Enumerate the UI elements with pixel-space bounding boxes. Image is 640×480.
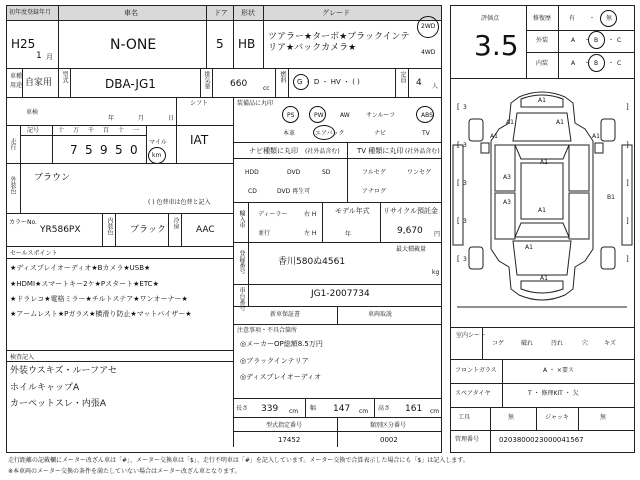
color-code: YR586PX — [40, 225, 81, 235]
dealer: ディーラー — [258, 211, 288, 218]
manual-label: 車両取説 — [368, 311, 393, 318]
place-label: 一 — [133, 127, 140, 134]
km-unit: km — [152, 152, 162, 159]
drive-2wd: 2WD — [421, 23, 436, 30]
recycle-label: リサイクル預託金 — [383, 207, 439, 215]
equipment-item: PS — [287, 112, 295, 119]
shape-label: 形状 — [241, 9, 255, 17]
height-value: 161 — [405, 404, 423, 414]
fuel-gas-circle — [293, 74, 309, 90]
nav-item: DVD 再生可 — [277, 188, 311, 195]
damage-mark: A1 — [490, 133, 498, 140]
bracket: [ — [457, 179, 460, 187]
fuel-options: G ・ D ・ HV ・ ( ) — [297, 78, 360, 86]
place-label: 万 — [73, 127, 80, 134]
bracket: ] — [626, 179, 629, 187]
use-sub-label: 用途 — [10, 82, 23, 89]
model-year-label: モデル年式 — [335, 207, 370, 215]
repair-option: 有 — [569, 15, 576, 22]
score-label: 評価点 — [481, 15, 500, 22]
mileage-digit: 5 — [115, 143, 123, 157]
type-no-label: 型式指定番号 — [266, 422, 303, 429]
bracket-num: 3 — [463, 104, 467, 111]
mileage-digit: 5 — [85, 143, 93, 157]
place-label: 百 — [103, 127, 110, 134]
damage-mark: A1 — [538, 97, 546, 104]
inspector-notes-label: 検査記入 — [10, 354, 35, 361]
shape-value: HB — [238, 37, 256, 51]
jack-label: ジャッキ — [545, 414, 569, 421]
nav-item: SD — [322, 169, 331, 176]
grade-label: グレード — [322, 9, 350, 17]
nav-title: ナビ種類に丸印 — [249, 147, 298, 155]
drive-4wd: 4WD — [421, 49, 436, 56]
notes-label: 注意事項・不具合箇所 — [237, 327, 298, 334]
recycle-unit: 円 — [434, 231, 441, 238]
length-unit: cm — [289, 408, 299, 415]
fuel-label: 燃料 — [279, 71, 286, 83]
spare-tire-value: T ・ 修理KIT ・ 欠 — [528, 390, 579, 397]
shift-value: IAT — [190, 133, 209, 147]
seat-option: 汚れ — [551, 340, 564, 347]
chassis-number: JG1-2007734 — [311, 289, 370, 299]
bracket-num: 3 — [463, 180, 467, 187]
bracket-num: 3 — [463, 218, 467, 225]
exterior-grade: A — [571, 37, 576, 44]
inspection-day: 日 — [168, 115, 175, 122]
damage-mark: A3 — [503, 199, 511, 206]
interior-color-label: 内装色 — [106, 217, 113, 235]
inspector-note-line: カーペットスレ・内張A — [10, 399, 107, 409]
repair-label: 修復歴 — [533, 15, 552, 22]
seat-option: 穴 — [582, 340, 589, 347]
exterior-label: 外装 — [536, 37, 549, 44]
left-hand: 左 H — [304, 230, 317, 237]
length-value: 339 — [261, 404, 279, 414]
footer-line-2: ※本車両のメーター交換の条件を満たしていない場合はメーター改ざん車となります。 — [8, 468, 241, 475]
interior-grade: B — [594, 60, 599, 67]
tv-item: フルセグ — [362, 169, 386, 176]
seat-label: 室内シート — [456, 332, 487, 339]
bracket: [ — [457, 217, 460, 225]
class-no: 0002 — [380, 436, 398, 444]
damage-mark: A1 — [538, 207, 546, 214]
pw-circle — [309, 106, 326, 123]
equipment-item: エアバック — [315, 130, 345, 137]
max-load-label: 最大積載量 — [396, 246, 427, 253]
nav-item: HDD — [245, 169, 259, 176]
height-unit: cm — [430, 408, 440, 415]
inspector-note-line: 外装ウスキズ・ルーフアセ — [10, 366, 118, 376]
width-value: 147 — [333, 404, 351, 414]
management-number: 0203800023000041567 — [499, 436, 584, 444]
warranty-label: 新車保証書 — [270, 311, 301, 318]
type-no: 17452 — [278, 436, 301, 444]
bracket: ] — [626, 255, 629, 263]
place-label: 十 — [58, 127, 65, 134]
drive-2wd-circle — [417, 16, 439, 38]
registration-label: 登録番号 — [238, 250, 245, 274]
car-name: N-ONE — [110, 37, 157, 53]
capacity-value: 4 — [416, 78, 422, 88]
note-line: ◎ディスプレイオーディオ — [240, 373, 322, 381]
damage-mark: A1 — [506, 119, 514, 126]
width-unit: cm — [359, 408, 369, 415]
selling-point-line: ★ドラレコ★電格ミラー★チルトステア★ワンオーナー★ — [10, 295, 188, 303]
first-reg-month: 1 — [36, 51, 42, 61]
selling-point-line: ★アームレスト★Pガラス★横滑り防止★マットバイザー★ — [10, 310, 192, 318]
damage-mark: A1 — [525, 244, 533, 251]
exterior-grade: ・ — [584, 37, 591, 44]
mile-unit: マイル — [149, 139, 167, 146]
management-label: 管理番号 — [455, 436, 480, 443]
nav-item: DVD — [287, 169, 301, 176]
tv-title: TV 種類に丸印 — [357, 147, 404, 155]
model-value: DBA-JG1 — [105, 77, 156, 91]
equipment-item: TV — [422, 130, 430, 137]
displacement-unit: cc — [263, 85, 270, 92]
footer-line-1: 走行距離の記載欄にメーター改ざん車は「#」、メーター交換車は「$」、走行不明車は「#」を記入しています。メーター交換で合算表示した場合にも「$」は記入します。 — [8, 457, 469, 464]
month-unit: 月 — [46, 53, 53, 61]
damage-mark: A3 — [503, 174, 511, 181]
import-label: 輸入車 — [238, 210, 245, 228]
ac-label: 冷房 — [172, 217, 179, 229]
nav-sub: (社外品含む) — [305, 148, 340, 155]
interior-grade: A — [571, 60, 576, 67]
right-hand: 右 H — [304, 211, 317, 218]
parallel: 並行 — [258, 230, 271, 237]
bracket: ] — [626, 141, 629, 149]
inspection-label: 車検 — [26, 109, 39, 116]
displacement-value: 660 — [230, 79, 248, 89]
displacement-label: 排気量 — [203, 71, 210, 89]
glass-label: フロントガラス — [455, 367, 497, 374]
damage-mark: A1 — [592, 133, 600, 140]
bracket: [ — [457, 141, 460, 149]
mileage-digit: 7 — [70, 143, 78, 157]
use-label: 車種 — [10, 73, 23, 80]
mileage-digit: 0 — [130, 143, 138, 157]
score-value: 3.5 — [474, 29, 519, 62]
bracket: [ — [457, 103, 460, 111]
car-name-label: 車名 — [124, 9, 138, 17]
equipment-item: ABS — [421, 112, 433, 119]
equipment-item: PW — [314, 112, 324, 119]
first-reg-era: H25 — [11, 37, 36, 51]
tv-item: アナログ — [362, 188, 387, 195]
use-value: 自家用 — [25, 78, 53, 88]
color-label: 外装色 — [9, 176, 16, 194]
seat-option: コゲ — [492, 340, 505, 347]
bracket-num: 3 — [463, 256, 467, 263]
model-year-unit: 年 — [345, 231, 352, 238]
repair-option: ・ — [589, 15, 596, 22]
tools-label: 工具 — [458, 414, 471, 421]
damage-mark: A1 — [540, 159, 548, 166]
damage-mark: B1 — [607, 194, 615, 201]
seat-option: 破れ — [521, 340, 534, 347]
color-code-label: カラーNo. — [9, 219, 37, 226]
doors-label: ドア — [214, 9, 228, 17]
spare-tire-label: スペアタイヤ — [455, 390, 491, 397]
equipment-item: サンルーフ — [366, 112, 396, 119]
chassis-label: 車台番号 — [238, 287, 245, 311]
equipment-item: ナビ — [374, 130, 387, 137]
selling-point-line: ★HDMI★スマートキー2ケ★Pスタート★ETC★ — [10, 280, 159, 288]
place-label: 千 — [88, 127, 95, 134]
exterior-grade: B — [594, 37, 599, 44]
selling-points-label: セールスポイント — [10, 250, 58, 257]
interior-label: 内装 — [536, 60, 549, 67]
inspector-note-line: ホイルキャップA — [10, 383, 80, 393]
glass-value: A ・ ×要ス — [543, 367, 574, 374]
note-line: ◎ブラックインテリア — [240, 357, 309, 365]
shift-label: シフト — [190, 100, 209, 107]
bracket: ] — [626, 217, 629, 225]
equipment-item: AW — [340, 112, 350, 119]
exterior-grade: C — [617, 37, 622, 44]
exterior-grade: ・ — [608, 37, 615, 44]
inspection-month: 月 — [138, 115, 145, 122]
jack-value: 無 — [600, 414, 607, 421]
bracket: [ — [457, 255, 460, 263]
airbag-circle — [313, 125, 335, 140]
model-label: 型式 — [61, 71, 68, 83]
bracket-num: 3 — [463, 142, 467, 149]
capacity-label: 定員 — [399, 71, 406, 83]
bracket: ] — [626, 103, 629, 111]
doors-value: 5 — [216, 37, 224, 51]
tv-sub: (社外品含む) — [405, 148, 440, 155]
place-label: 十 — [118, 127, 125, 134]
capacity-unit: 人 — [432, 83, 439, 90]
class-no-label: 類別区分番号 — [370, 422, 407, 429]
abs-circle — [416, 106, 434, 123]
interior-b-circle — [588, 54, 605, 72]
repair-none-circle — [600, 10, 617, 27]
mileage-label: 走行 — [9, 138, 16, 150]
place-label: 記号 — [27, 127, 40, 134]
note-line: ◎メーカーOP総額8.5万円 — [240, 340, 323, 348]
recycle-value: 9,670 — [397, 226, 423, 236]
nav-item: CD — [248, 188, 257, 195]
ps-circle — [282, 106, 299, 123]
selling-point-line: ★ディスプレイオーディオ★Bカメラ★USB★ — [10, 264, 151, 272]
interior-grade: ・ — [584, 60, 591, 67]
length-label: 長さ — [236, 405, 249, 412]
max-load-unit: kg — [432, 269, 440, 276]
km-circle — [148, 147, 166, 164]
ac-value: AAC — [196, 225, 215, 235]
damage-mark: A1 — [540, 275, 548, 282]
grade-value: ツアラー★ターボ★ブラックインテリア★バックカメラ★ — [268, 32, 410, 54]
mileage-digit: 9 — [100, 143, 108, 157]
tv-item: ワンセグ — [407, 169, 432, 176]
repair-option: 無 — [606, 15, 613, 22]
first-reg-label: 初年度登録年月 — [9, 9, 52, 16]
interior-grade: ・ — [608, 60, 615, 67]
inspection-year: 年 — [108, 115, 115, 122]
exterior-b-circle — [588, 31, 605, 49]
equipment-item: 本革 — [283, 130, 296, 137]
seat-option: キズ — [604, 340, 616, 347]
interior-color: ブラック — [130, 225, 166, 235]
equipment-label: 装備品に丸印 — [237, 100, 274, 107]
color-note: ( ) 色替車は色替と記入 — [148, 199, 211, 206]
tools-value: 無 — [508, 414, 515, 421]
damage-mark: A1 — [556, 119, 564, 126]
interior-grade: C — [617, 60, 622, 67]
width-label: 幅 — [310, 405, 317, 412]
plate-number: 香川580ぬ4561 — [278, 257, 346, 267]
height-label: 高さ — [378, 405, 391, 412]
color-value: ブラウン — [34, 173, 71, 183]
